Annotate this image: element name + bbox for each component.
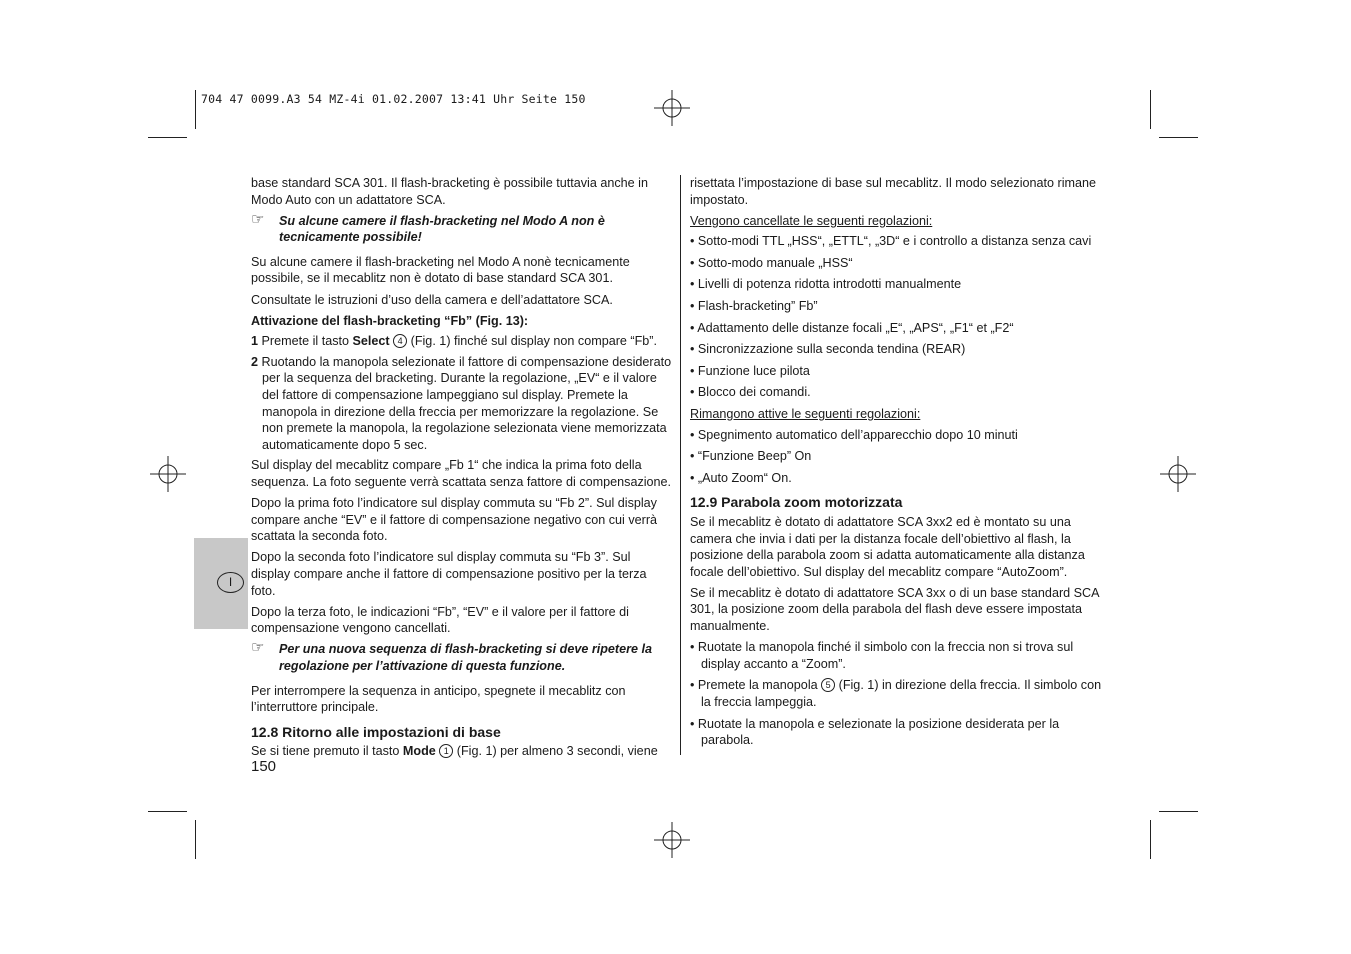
paragraph: Dopo la seconda foto l’indicatore sul display commuta su “Fb 3”. Sul display compare anche il fattore di compensazione positivo per la terza foto. <box>251 550 647 598</box>
paragraph: risettata l’impostazione di base sul mecablitz. Il modo selezionato rimane impostato. <box>690 176 1096 207</box>
paragraph: Consultate le istruzioni d’uso della camera e dell’adattatore SCA. <box>251 292 613 307</box>
paragraph: Dopo la prima foto l’indicatore sul display commuta su “Fb 2”. Sul display compare anche “EV” e il fattore di compensazione negativo con cui verrà scattata la seconda foto. <box>251 496 658 544</box>
step-text: (Fig. 1) finché sul display non compare “Fb”. <box>407 334 658 349</box>
list-item: • Ruotate la manopola e selezionate la posizione desiderata per la parabola. <box>690 716 1060 748</box>
list-item: • Sotto-modo manuale „HSS“ <box>690 255 853 270</box>
crop-mark <box>148 137 187 138</box>
key-name: Mode <box>402 744 436 759</box>
list-item: • „Auto Zoom“ On. <box>690 470 792 485</box>
control-number: 5 <box>821 678 835 692</box>
list-item: • Flash-bracketing” Fb” <box>690 299 818 314</box>
note <box>251 210 673 246</box>
right-column <box>690 175 1114 754</box>
note-text: Su alcune camere il flash-bracketing nel Modo A non è tecnicamente possibile! <box>279 213 605 245</box>
paragraph: base standard SCA 301. Il flash-bracketing è possibile tuttavia anche in Modo Auto con un adattatore SCA. <box>251 176 648 207</box>
note <box>251 641 673 674</box>
crop-mark <box>1159 811 1198 812</box>
crop-mark <box>195 90 196 129</box>
page-number: 150 <box>251 758 277 775</box>
list-item: • Sotto-modi TTL „HSS“, „ETTL“, „3D“ e i controllo a distanza senza cavi <box>690 234 1092 249</box>
crop-mark <box>1150 90 1151 129</box>
list-item: • Ruotate la manopola finché il simbolo con la freccia non si trova sul display accanto a “Zoom”. <box>690 640 1074 671</box>
column-divider <box>680 175 681 755</box>
list-item: • Blocco dei comandi. <box>690 385 811 400</box>
crop-mark <box>1150 820 1151 859</box>
control-number: 4 <box>393 334 407 348</box>
step-number: 1 <box>251 334 259 349</box>
list-item: • Adattamento delle distanze focali „E“, „APS“, „F1“ et „F2“ <box>690 320 1014 335</box>
subheading: Attivazione del flash-bracketing “Fb” (Fig. 13): <box>251 313 529 328</box>
print-imprint: 704 47 0099.A3 54 MZ-4i 01.02.2007 13:41 Uhr Seite 150 <box>201 92 586 106</box>
step-2 <box>251 354 673 454</box>
registration-mark-icon <box>654 90 690 126</box>
underlined-heading: Vengono cancellate le seguenti regolazioni: <box>690 213 933 228</box>
paragraph: Se il mecablitz è dotato di adattatore SCA 3xx o di un base standard SCA 301, la posizione zoom della parabola del flash deve essere impostata manualmente. <box>690 585 1099 634</box>
registration-mark-icon <box>150 456 186 492</box>
left-column <box>251 175 673 764</box>
pointing-hand-icon: ☞ <box>251 210 265 228</box>
crop-mark <box>1159 137 1198 138</box>
paragraph: Sul display del mecablitz compare „Fb 1“ che indica la prima foto della sequenza. La foto seguente verrà scattata senza fattore di compensazione. <box>251 458 672 489</box>
paragraph: Se il mecablitz è dotato di adattatore SCA 3xx2 ed è montato su una camera che invia i dati per la distanza focale dell’obiettivo al flash, la posizione della parabola zoom si adatta automaticamente alla distanza focale dell’obiettivo. Sul display del mecablitz compare “AutoZoom”. <box>690 515 1085 579</box>
list-item: • “Funzione Beep” On <box>690 449 812 464</box>
list-item: • Livelli di potenza ridotta introdotti manualmente <box>690 277 962 292</box>
note-text: Per una nuova sequenza di flash-bracketing si deve ripetere la regolazione per l’attivazione di questa funzione. <box>279 642 653 673</box>
key-name: Select <box>352 334 390 349</box>
crop-mark <box>148 811 187 812</box>
section-heading: 12.9 Parabola zoom motorizzata <box>690 494 903 511</box>
control-number: 1 <box>439 744 453 758</box>
paragraph: Per interrompere la sequenza in anticipo, spegnete il mecablitz con l’interruttore principale. <box>251 683 626 715</box>
pointing-hand-icon: ☞ <box>251 639 265 657</box>
step-number: 2 <box>251 354 259 369</box>
paragraph <box>251 743 673 760</box>
step-text: Premete il tasto <box>261 334 353 349</box>
text: (Fig. 1) per almeno 3 secondi, viene <box>453 744 658 759</box>
text: Se si tiene premuto il tasto <box>251 744 403 759</box>
section-heading: 12.8 Ritorno alle impostazioni di base <box>251 723 501 740</box>
step-text: Ruotando la manopola selezionate il fattore di compensazione desiderato per la sequenza del bracketing. Durante la regolazione, „EV“ e il valore del fattore di compensazione lampeggiano sul display. Premete la manopola in direzione della freccia per memorizzare la regolazione. Se non premete la manopola, la regolazione selezionata viene memorizzata automaticamente dopo 5 sec. <box>261 354 672 452</box>
language-tab-label: I <box>217 572 244 593</box>
step-1 <box>251 333 673 350</box>
list-item: • Sincronizzazione sulla seconda tendina (REAR) <box>690 342 966 357</box>
underlined-heading: Rimangono attive le seguenti regolazioni: <box>690 407 921 422</box>
paragraph: Dopo la terza foto, le indicazioni “Fb”, “EV” e il valore per il fattore di compensazione vengono cancellati. <box>251 604 629 636</box>
list-item: • Spegnimento automatico dell’apparecchio dopo 10 minuti <box>690 427 1018 442</box>
list-item <box>690 677 1114 710</box>
crop-mark <box>195 820 196 859</box>
list-item: • Funzione luce pilota <box>690 363 810 378</box>
text: (Fig. 1) in direzione della freccia. Il simbolo con la freccia lampeggia. <box>701 678 1102 709</box>
registration-mark-icon <box>1160 456 1196 492</box>
text: • Premete la manopola <box>690 678 822 693</box>
paragraph: Su alcune camere il flash-bracketing nel Modo A nonè tecnicamente possibile, se il mecablitz non è dotato di base standard SCA 301. <box>251 254 630 286</box>
registration-mark-icon <box>654 822 690 858</box>
